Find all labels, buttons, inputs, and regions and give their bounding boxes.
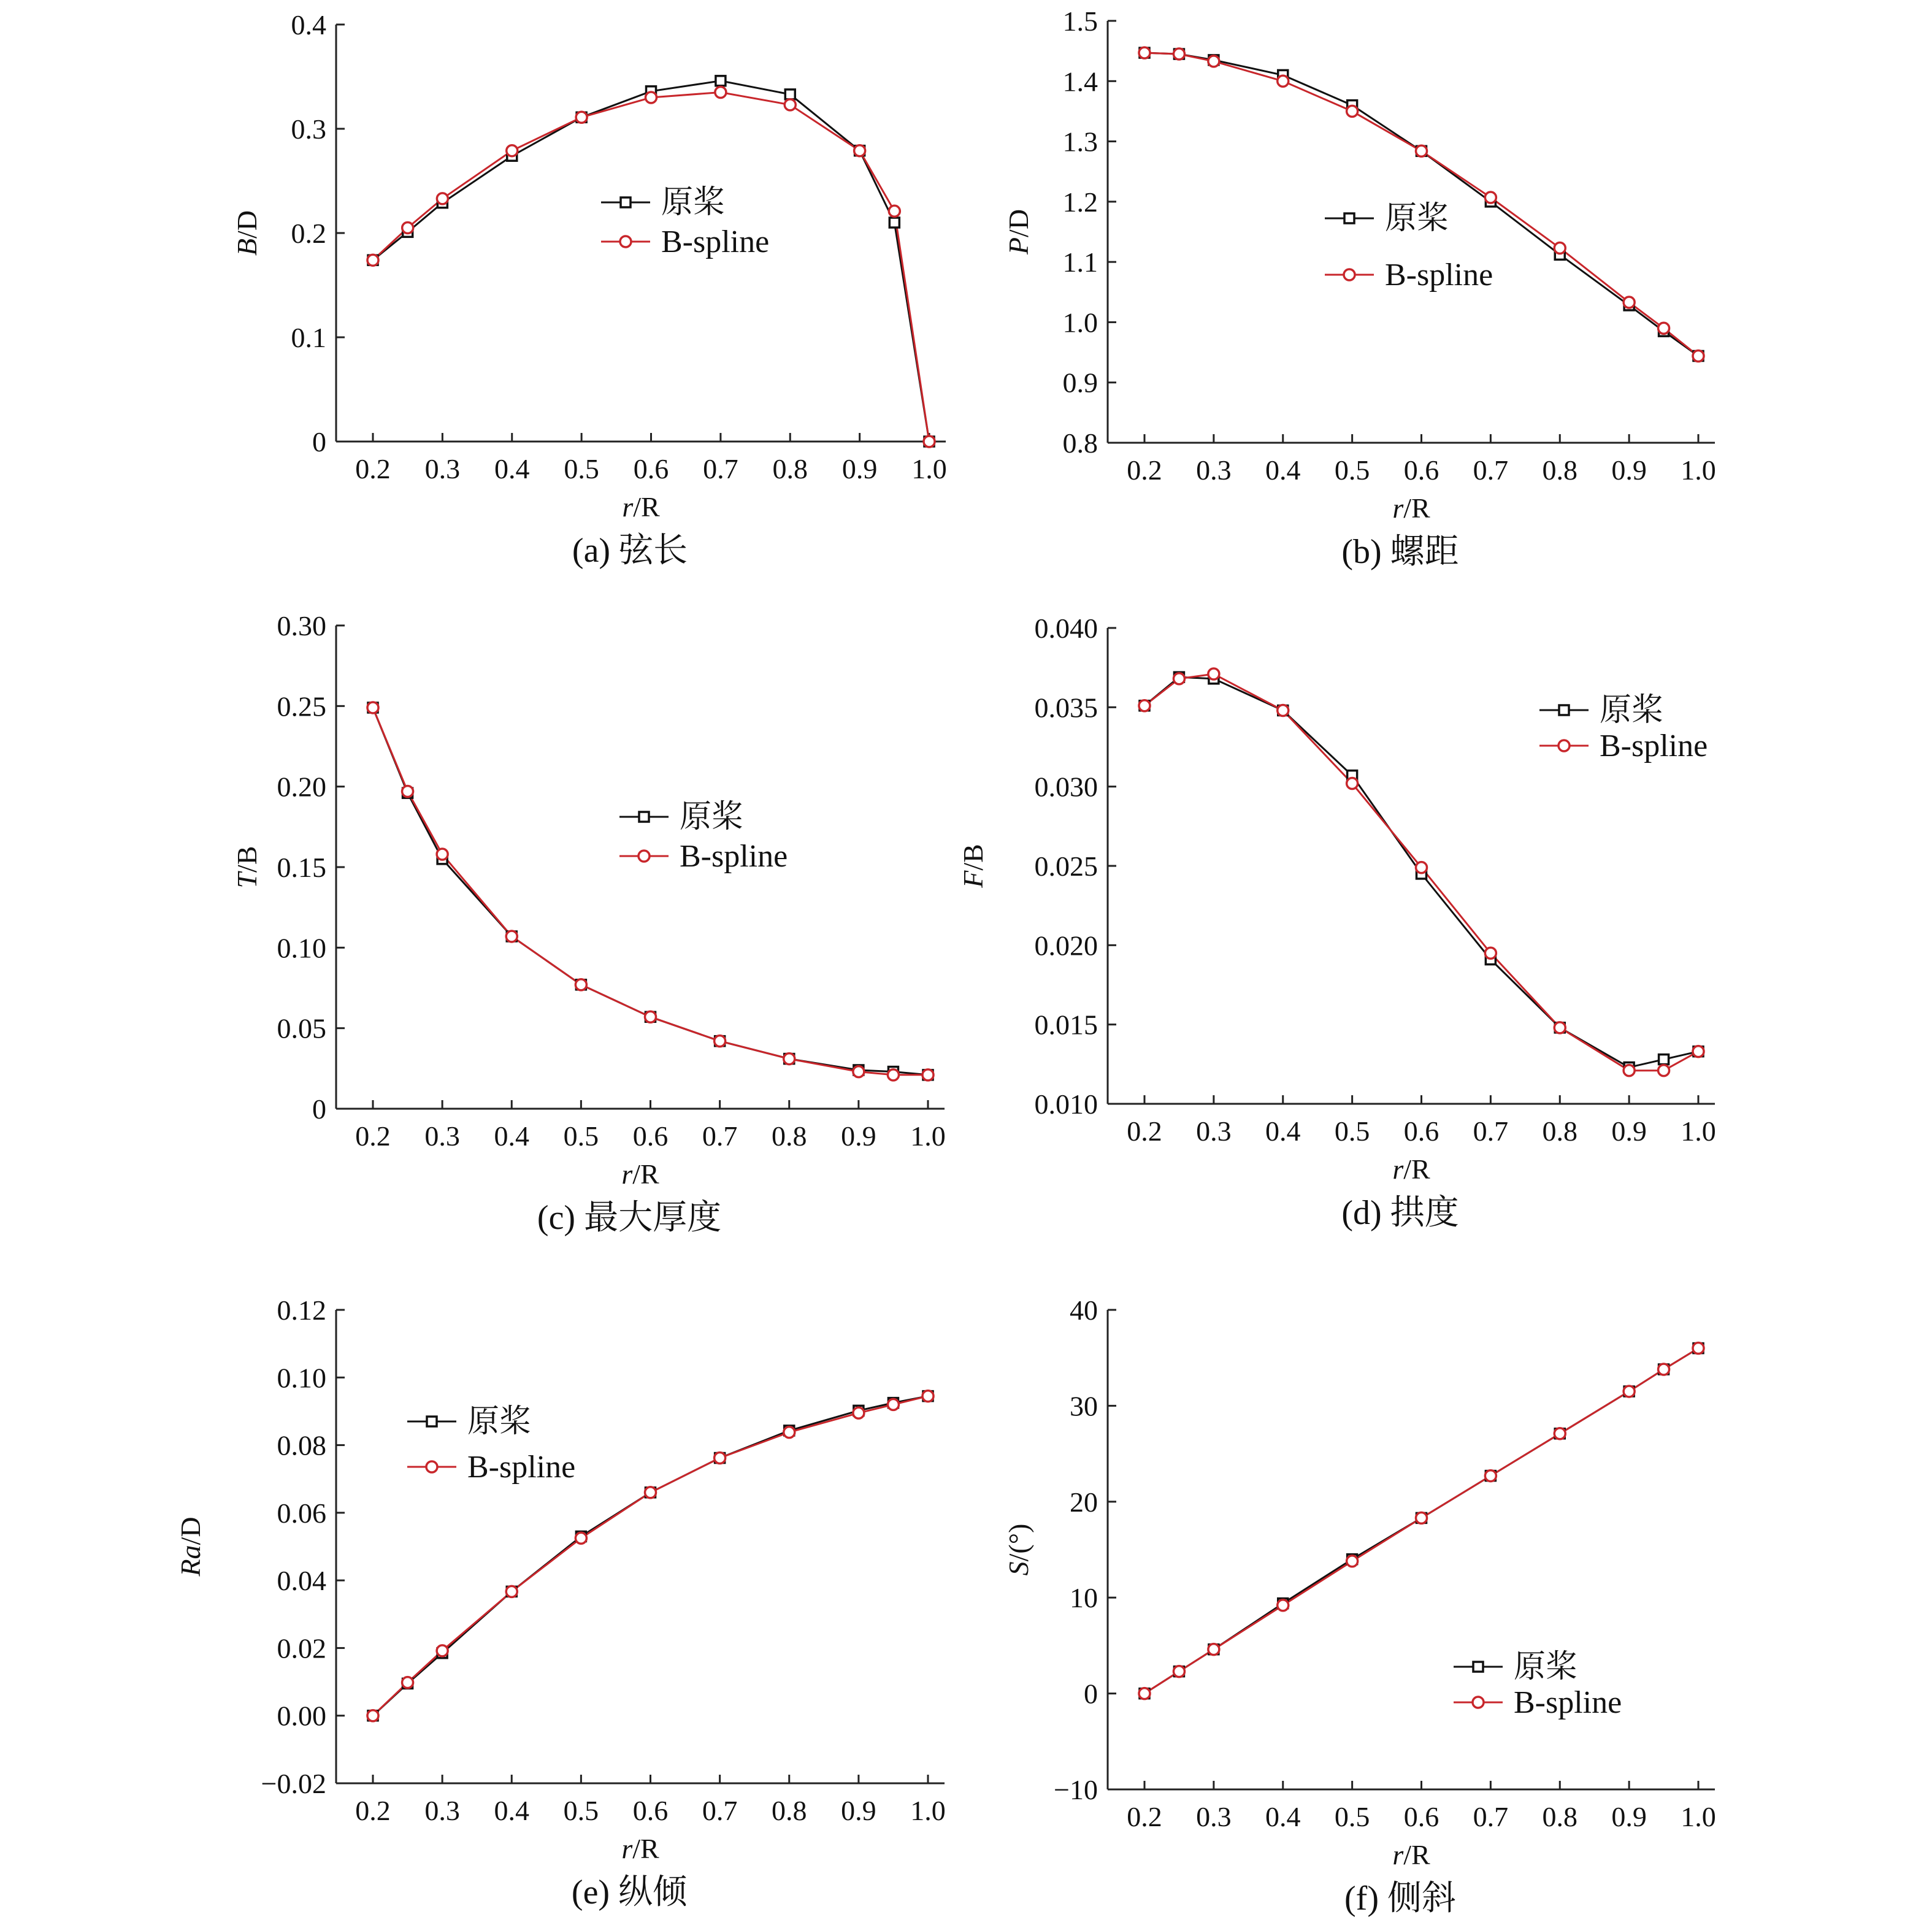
chart-panel-d xyxy=(957,613,1716,1232)
legend-bspline-marker xyxy=(620,236,631,247)
x-tick-label: 0.8 xyxy=(1542,454,1577,486)
data-point-original xyxy=(716,76,726,86)
data-point-bspline xyxy=(1347,778,1358,789)
y-tick-label: 0.010 xyxy=(1034,1088,1098,1120)
data-point-bspline xyxy=(784,1054,795,1065)
y-tick-label: 0.04 xyxy=(277,1565,326,1597)
legend-original-marker xyxy=(1344,213,1354,223)
data-point-bspline xyxy=(1658,323,1669,334)
data-point-bspline xyxy=(1208,56,1219,67)
legend xyxy=(619,800,788,874)
legend-original-marker xyxy=(1473,1662,1483,1672)
x-axis-label: r/R xyxy=(1392,1839,1430,1870)
x-tick-label: 1.0 xyxy=(1681,1801,1716,1832)
data-point-bspline xyxy=(854,145,865,156)
data-point-bspline xyxy=(367,1710,378,1721)
y-axis-label: B/D xyxy=(231,210,263,256)
x-tick-label: 0.6 xyxy=(1403,454,1439,486)
series-line-bspline xyxy=(373,1396,928,1716)
legend-bspline-label: B-spline xyxy=(1514,1685,1622,1720)
x-tick-label: 0.5 xyxy=(1334,1115,1370,1147)
panel-caption: (d) 拱度 xyxy=(1341,1194,1459,1232)
data-point-bspline xyxy=(367,254,378,266)
y-tick-label: 0.00 xyxy=(277,1700,326,1732)
y-tick-label: 40 xyxy=(1070,1295,1098,1326)
y-tick-label: 0.02 xyxy=(277,1632,326,1664)
y-tick-label: 1.1 xyxy=(1062,247,1098,278)
x-tick-label: 0.7 xyxy=(702,1795,738,1826)
legend-bspline-marker xyxy=(426,1461,437,1472)
series-line-original xyxy=(373,81,929,442)
data-point-bspline xyxy=(402,1677,413,1688)
y-tick-label: 0.4 xyxy=(291,9,326,40)
x-tick-label: 1.0 xyxy=(911,453,947,484)
data-point-bspline xyxy=(1623,1386,1635,1397)
data-point-bspline xyxy=(1347,105,1358,117)
data-point-bspline xyxy=(922,1069,933,1081)
x-tick-label: 0.6 xyxy=(1403,1801,1439,1832)
data-point-bspline xyxy=(715,1453,726,1464)
y-tick-label: 0.15 xyxy=(277,852,326,883)
data-point-bspline xyxy=(1554,1022,1565,1033)
y-tick-label: 0 xyxy=(312,426,326,457)
data-point-bspline xyxy=(1208,668,1219,679)
y-axis-label: S/(°) xyxy=(1003,1523,1034,1576)
y-tick-label: 0.2 xyxy=(291,218,326,249)
y-tick-label: 1.0 xyxy=(1062,307,1098,339)
x-tick-label: 0.2 xyxy=(1127,1801,1162,1832)
data-point-bspline xyxy=(575,1532,586,1544)
chart-panel-f xyxy=(1003,1295,1716,1918)
data-point-bspline xyxy=(715,1036,726,1047)
x-tick-label: 0.9 xyxy=(841,1795,876,1826)
y-axis-label: P/D xyxy=(1003,208,1034,255)
y-tick-label: 0.040 xyxy=(1034,613,1098,644)
legend xyxy=(1454,1650,1622,1720)
x-tick-label: 0.7 xyxy=(1473,1115,1509,1147)
x-tick-label: 1.0 xyxy=(910,1795,946,1826)
data-point-bspline xyxy=(575,979,586,990)
data-point-bspline xyxy=(887,1399,899,1410)
y-tick-label: 0.06 xyxy=(277,1497,326,1529)
panel-caption: (a) 弦长 xyxy=(572,532,688,570)
data-point-bspline xyxy=(645,1487,656,1498)
y-tick-label: 0.25 xyxy=(277,690,326,722)
data-point-bspline xyxy=(402,786,413,797)
y-tick-label: 0.9 xyxy=(1062,367,1098,399)
data-point-bspline xyxy=(1347,1556,1358,1567)
x-tick-label: 0.4 xyxy=(1265,1801,1301,1832)
data-point-bspline xyxy=(1173,673,1184,684)
x-tick-label: 0.2 xyxy=(355,453,391,484)
x-tick-label: 0.8 xyxy=(772,453,808,484)
y-tick-label: 0.20 xyxy=(277,771,326,803)
x-tick-label: 0.3 xyxy=(1196,454,1232,486)
chart-panel-e xyxy=(175,1295,946,1911)
x-tick-label: 1.0 xyxy=(1681,1115,1716,1147)
y-tick-label: 0.12 xyxy=(277,1295,326,1326)
data-point-bspline xyxy=(402,223,413,234)
y-tick-label: 0.020 xyxy=(1034,930,1098,962)
legend-bspline-label: B-spline xyxy=(467,1450,576,1485)
data-point-original xyxy=(1659,1055,1669,1065)
legend xyxy=(601,185,769,259)
x-tick-label: 0.5 xyxy=(563,1120,599,1152)
panel-caption: (b) 螺距 xyxy=(1341,533,1459,571)
x-tick-label: 0.7 xyxy=(703,453,738,484)
x-tick-label: 0.5 xyxy=(1334,454,1370,486)
x-tick-label: 0.2 xyxy=(355,1120,391,1152)
y-tick-label: 0.1 xyxy=(291,322,326,353)
x-tick-label: 0.3 xyxy=(424,1795,460,1826)
x-tick-label: 0.6 xyxy=(633,453,669,484)
x-tick-label: 0.7 xyxy=(1473,1801,1509,1832)
data-point-bspline xyxy=(1693,350,1704,361)
x-tick-label: 0.4 xyxy=(494,1120,529,1152)
y-tick-label: −0.02 xyxy=(261,1768,326,1799)
y-axis-label: T/B xyxy=(231,846,263,889)
x-tick-label: 0.9 xyxy=(841,1120,876,1152)
data-point-bspline xyxy=(1658,1364,1669,1375)
x-tick-label: 0.2 xyxy=(1127,454,1162,486)
x-tick-label: 0.6 xyxy=(1403,1115,1439,1147)
data-point-bspline xyxy=(437,1645,448,1656)
x-tick-label: 0.4 xyxy=(494,1795,529,1826)
x-tick-label: 0.5 xyxy=(1334,1801,1370,1832)
x-axis-label: r/R xyxy=(621,1833,659,1864)
y-tick-label: 1.3 xyxy=(1062,126,1098,158)
data-point-bspline xyxy=(924,436,935,447)
data-point-bspline xyxy=(784,99,795,110)
x-tick-label: 0.8 xyxy=(1542,1115,1577,1147)
legend-bspline-marker xyxy=(1473,1697,1484,1708)
legend-bspline-marker xyxy=(638,851,650,862)
data-point-bspline xyxy=(1554,1428,1565,1439)
x-tick-label: 0.3 xyxy=(1196,1801,1232,1832)
data-point-bspline xyxy=(1485,1471,1496,1482)
x-tick-label: 0.2 xyxy=(1127,1115,1162,1147)
panel-caption: (c) 最大厚度 xyxy=(537,1199,722,1237)
y-tick-label: 20 xyxy=(1070,1486,1098,1518)
y-tick-label: 0.015 xyxy=(1034,1009,1098,1041)
x-axis-label: r/R xyxy=(621,1158,659,1190)
x-tick-label: 0.9 xyxy=(841,453,878,484)
y-tick-label: 0 xyxy=(312,1093,326,1125)
legend-bspline-label: B-spline xyxy=(680,839,788,874)
chart-panel-b xyxy=(1003,6,1716,571)
data-point-bspline xyxy=(853,1066,864,1077)
y-tick-label: 0.08 xyxy=(277,1429,326,1461)
y-tick-label: 0.05 xyxy=(277,1012,326,1044)
data-point-bspline xyxy=(1554,243,1565,254)
data-point-bspline xyxy=(1416,862,1427,873)
y-axis-label: F/B xyxy=(957,844,989,888)
y-tick-label: 0.8 xyxy=(1062,427,1098,459)
data-point-bspline xyxy=(507,145,518,156)
data-point-bspline xyxy=(1278,1600,1289,1611)
data-point-original xyxy=(785,90,795,99)
y-tick-label: 10 xyxy=(1070,1582,1098,1614)
legend-original-label: 原桨 xyxy=(1600,693,1664,728)
chart-panel-c xyxy=(231,610,946,1237)
data-point-bspline xyxy=(506,1586,517,1597)
data-point-bspline xyxy=(1139,1688,1150,1699)
legend-bspline-label: B-spline xyxy=(661,224,770,259)
y-tick-label: 1.4 xyxy=(1062,66,1098,98)
x-tick-label: 0.5 xyxy=(563,1795,599,1826)
y-tick-label: −10 xyxy=(1054,1774,1098,1805)
y-tick-label: 0 xyxy=(1084,1678,1098,1710)
data-point-bspline xyxy=(889,205,900,216)
legend-original-marker xyxy=(639,812,649,822)
x-tick-label: 0.9 xyxy=(1611,1115,1647,1147)
x-tick-label: 0.3 xyxy=(424,453,461,484)
legend-original-label: 原桨 xyxy=(467,1404,532,1439)
x-tick-label: 0.3 xyxy=(424,1120,460,1152)
legend-original-label: 原桨 xyxy=(680,800,744,835)
x-tick-label: 0.6 xyxy=(632,1120,669,1152)
x-tick-label: 0.4 xyxy=(1265,1115,1301,1147)
data-point-bspline xyxy=(437,849,448,860)
x-axis-label: r/R xyxy=(622,491,660,522)
data-point-bspline xyxy=(1278,705,1289,716)
x-tick-label: 1.0 xyxy=(1681,454,1716,486)
legend-original-label: 原桨 xyxy=(661,185,726,220)
data-point-bspline xyxy=(887,1069,899,1081)
x-tick-label: 0.4 xyxy=(1265,454,1301,486)
data-point-bspline xyxy=(576,112,587,123)
legend xyxy=(1325,201,1493,293)
data-point-bspline xyxy=(1485,192,1496,203)
data-point-bspline xyxy=(1623,297,1635,308)
x-tick-label: 0.2 xyxy=(355,1795,391,1826)
data-point-bspline xyxy=(506,931,517,942)
x-tick-label: 0.7 xyxy=(1473,454,1509,486)
series-line-original xyxy=(373,1396,928,1716)
x-axis-label: r/R xyxy=(1392,492,1430,524)
x-tick-label: 0.8 xyxy=(772,1120,807,1152)
y-tick-label: 30 xyxy=(1070,1390,1098,1422)
data-point-bspline xyxy=(437,193,448,204)
y-tick-label: 0.10 xyxy=(277,1362,326,1394)
legend-original-label: 原桨 xyxy=(1514,1650,1578,1685)
legend-bspline-label: B-spline xyxy=(1385,258,1493,293)
legend-original-marker xyxy=(1559,705,1569,715)
data-point-bspline xyxy=(922,1391,933,1402)
x-tick-label: 0.6 xyxy=(632,1795,669,1826)
data-point-bspline xyxy=(784,1427,795,1438)
data-point-bspline xyxy=(715,87,726,98)
data-point-bspline xyxy=(1693,1343,1704,1354)
x-tick-label: 0.7 xyxy=(702,1120,738,1152)
data-point-bspline xyxy=(1416,145,1427,156)
x-tick-label: 0.5 xyxy=(564,453,599,484)
data-point-bspline xyxy=(1693,1046,1704,1057)
legend-original-marker xyxy=(621,197,631,207)
x-tick-label: 0.3 xyxy=(1196,1115,1232,1147)
x-tick-label: 0.4 xyxy=(494,453,530,484)
series-line-bspline xyxy=(373,93,929,442)
data-point-bspline xyxy=(853,1407,864,1418)
legend-original-marker xyxy=(427,1417,437,1426)
data-point-bspline xyxy=(367,702,378,713)
data-point-bspline xyxy=(1139,47,1150,58)
data-point-bspline xyxy=(1658,1065,1669,1076)
panel-caption: (f) 侧斜 xyxy=(1344,1880,1456,1918)
y-tick-label: 0.30 xyxy=(277,610,326,641)
data-point-bspline xyxy=(1139,700,1150,711)
data-point-bspline xyxy=(1173,48,1184,59)
x-tick-label: 0.9 xyxy=(1611,454,1647,486)
data-point-bspline xyxy=(646,92,657,103)
legend xyxy=(1539,693,1708,763)
y-tick-label: 0.025 xyxy=(1034,851,1098,882)
y-tick-label: 0.035 xyxy=(1034,692,1098,724)
data-point-bspline xyxy=(1623,1065,1635,1076)
data-point-bspline xyxy=(1485,947,1496,958)
legend-bspline-marker xyxy=(1344,269,1355,280)
data-point-bspline xyxy=(1278,75,1289,86)
x-axis-label: r/R xyxy=(1392,1153,1430,1185)
y-axis-label: Ra/D xyxy=(175,1517,206,1577)
data-point-bspline xyxy=(1173,1666,1184,1677)
data-point-bspline xyxy=(1416,1512,1427,1523)
data-point-bspline xyxy=(1208,1644,1219,1655)
y-tick-label: 0.10 xyxy=(277,932,326,964)
x-tick-label: 1.0 xyxy=(910,1120,946,1152)
x-tick-label: 0.8 xyxy=(1542,1801,1577,1832)
chart-panel-a xyxy=(231,9,947,570)
y-tick-label: 0.030 xyxy=(1034,771,1098,803)
data-point-bspline xyxy=(645,1011,656,1022)
legend-original-label: 原桨 xyxy=(1385,201,1449,236)
data-point-original xyxy=(889,218,899,228)
x-tick-label: 0.9 xyxy=(1611,1801,1647,1832)
x-tick-label: 0.8 xyxy=(772,1795,807,1826)
legend xyxy=(407,1404,575,1485)
y-tick-label: 1.2 xyxy=(1062,186,1098,218)
legend-bspline-marker xyxy=(1558,740,1570,751)
y-tick-label: 0.3 xyxy=(291,113,326,145)
y-tick-label: 1.5 xyxy=(1062,6,1098,37)
panel-caption: (e) 纵倾 xyxy=(571,1873,688,1911)
legend-bspline-label: B-spline xyxy=(1600,729,1708,763)
